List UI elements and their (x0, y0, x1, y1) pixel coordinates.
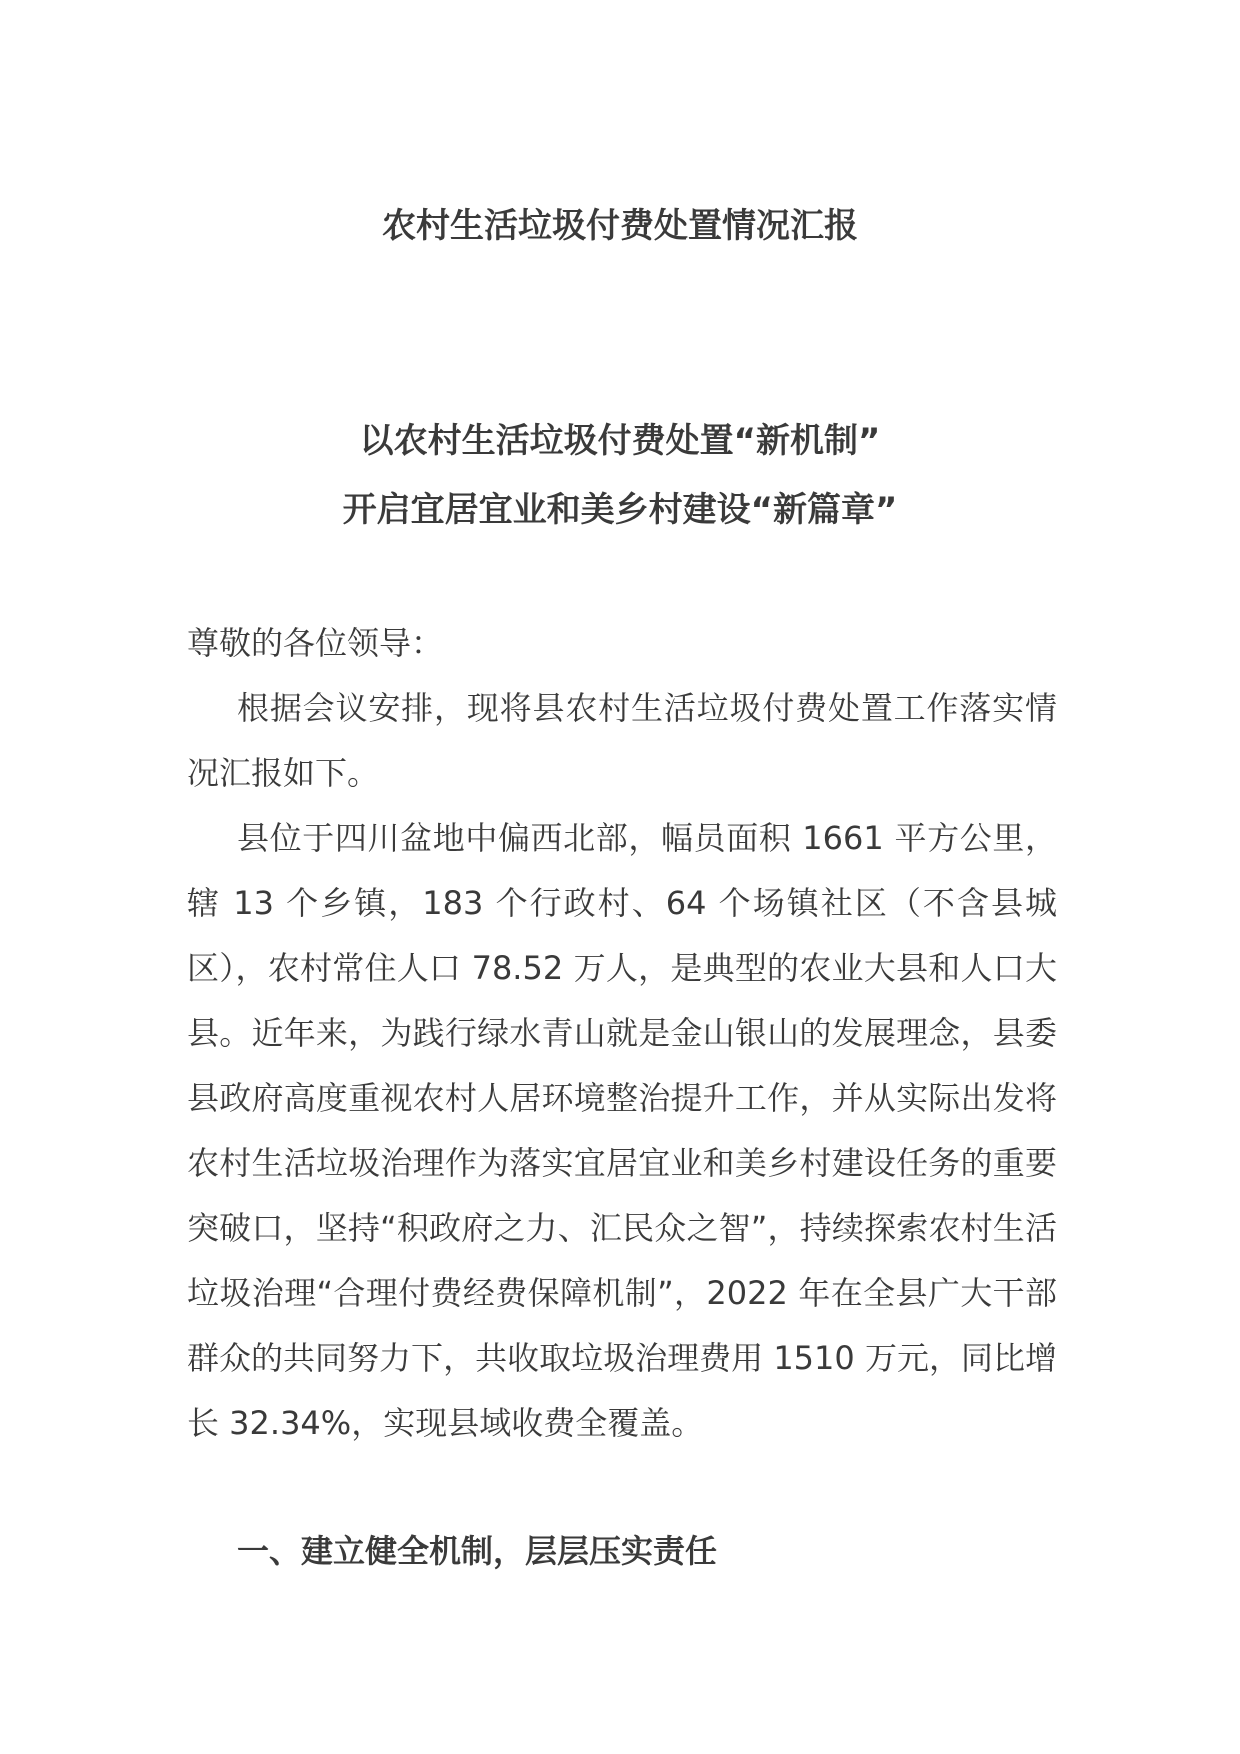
subtitle-line-1: 以农村生活垃圾付费处置“新机制” (359, 421, 881, 461)
salutation: 尊敬的各位领导： (187, 624, 444, 662)
subtitle-line-2: 开启宜居宜业和美乡村建设“新篇章” (342, 490, 898, 530)
document-title: 农村生活垃圾付费处置情况汇报 (382, 206, 858, 246)
section-heading: 一、建立健全机制，层层压实责任 (237, 1532, 718, 1570)
paragraph-overview: 县位于四川盆地中偏西北部，幅员面积 1661 平方公里，辖 13 个乡镇，183 个行政村、64 个场镇社区（不含县城区），农村常住人口 78.52 万人，是典型的农业大县和人口大县。近年来，为践行绿水青山就是金山银山的发展理念，县委县政府高度重视农村人居环境整治提升工作，并从实际出发将农村生活垃圾治理作为落实宜居宜业和美乡村建设任务的重要突破口，坚持“积政府之力、汇民众之智”，持续探索农村生活垃圾治理“合理付费经费保障机制”，2022 年在全县广大干部群众的共同努力下，共收取垃圾治理费用 1510 万元，同比增长 32.34%，实现县域收费全覆盖。 (187, 819, 1057, 1442)
paragraph-intro: 根据会议安排，现将县农村生活垃圾付费处置工作落实情况汇报如下。 (187, 689, 1057, 792)
